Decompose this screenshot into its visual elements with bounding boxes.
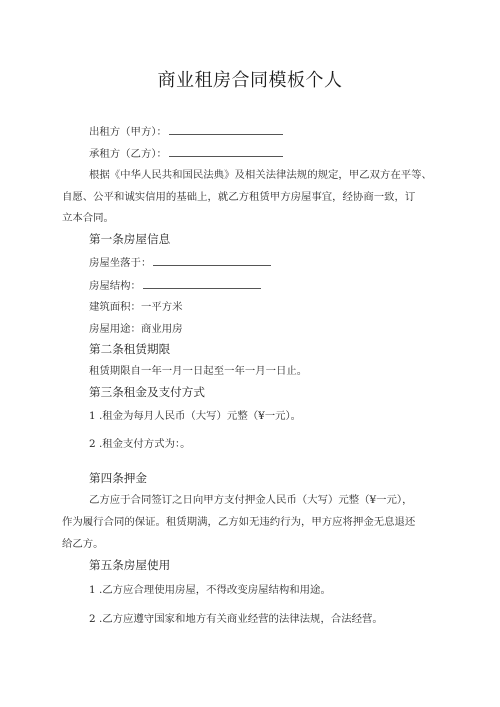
rent-item-1 [89, 409, 301, 423]
usage-line: 房屋用途：商业用房 [89, 323, 183, 335]
article-1-heading: 第一条房屋信息 [89, 232, 171, 246]
deposit-line-1: 乙方应于合同签订之日向甲方支付押金人民币（大写）元整（¥一元）， [89, 494, 413, 506]
deposit-line-3: 给乙方。 [62, 538, 104, 550]
use-item-1-text: .乙方应合理使用房屋，不得改变房屋结构和用途。 [98, 584, 331, 596]
intro-line-2: 自愿、公平和诚实信用的基础上，就乙方租赁甲方房屋事宜，经协商一致，订 [62, 191, 416, 203]
location-blank[interactable] [153, 255, 271, 266]
area-line: 建筑面积：一平方米 [89, 301, 183, 313]
use-item-1 [89, 583, 331, 597]
use-item-2 [89, 612, 383, 626]
rent-item-1-text: .租金为每月人民币（大写）元整（¥一元）。 [98, 410, 302, 422]
lessee-line [89, 146, 283, 161]
rent-item-1-number: 1 [89, 410, 96, 422]
lessee-label: 承租方（乙方）： [89, 148, 167, 160]
location-line [89, 255, 271, 270]
lessee-blank[interactable] [169, 146, 283, 157]
structure-line [89, 278, 261, 293]
rent-item-2-text: .租金支付方式为：。 [98, 438, 191, 450]
lessor-line [89, 124, 283, 139]
structure-blank[interactable] [143, 278, 261, 289]
structure-label: 房屋结构： [89, 280, 141, 292]
article-2-heading: 第二条租赁期限 [89, 342, 171, 356]
article-3-heading: 第三条租金及支付方式 [89, 385, 205, 399]
article-4-heading: 第四条押金 [89, 471, 147, 485]
document-title: 商业租房合同模板个人 [157, 70, 343, 91]
use-item-2-number: 2 [89, 613, 96, 625]
intro-line-1: 根据《中华人民共和国民法典》及相关法律法规的规定，甲乙双方在平等、 [89, 169, 432, 181]
article-5-heading: 第五条房屋使用 [89, 558, 171, 572]
deposit-line-2: 作为履行合同的保证。租赁期满，乙方如无违约行为，甲方应将押金无息退还 [62, 516, 416, 528]
rent-item-2-number: 2 [89, 438, 96, 450]
lessor-label: 出租方（甲方）： [89, 126, 167, 138]
lessor-blank[interactable] [169, 124, 283, 135]
term-line: 租赁期限自一年一月一日起至一年一月一日止。 [89, 365, 308, 377]
use-item-2-text: .乙方应遵守国家和地方有关商业经营的法律法规，合法经营。 [98, 613, 383, 625]
rent-item-2 [89, 437, 191, 451]
use-item-1-number: 1 [89, 584, 96, 596]
intro-line-3: 立本合同。 [62, 212, 114, 224]
location-label: 房屋坐落于： [89, 257, 152, 269]
